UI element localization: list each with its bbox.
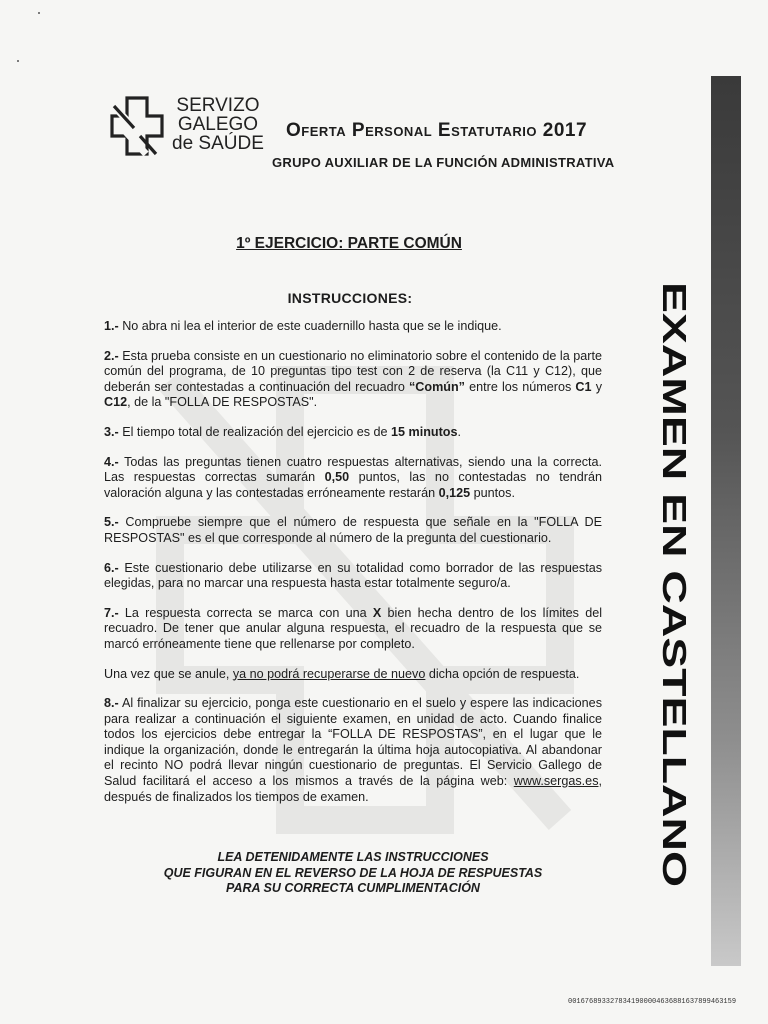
instructions-body: [104, 319, 602, 819]
barcode-number: 00167689332783419000046368816378994631​59: [568, 998, 737, 1006]
footer-notice: [104, 850, 602, 897]
item-number: 8.-: [104, 696, 119, 711]
footer-line: LEA DETENIDAMENTE LAS INSTRUCCIONES: [217, 850, 489, 864]
item-text: puntos, las no contestadas no tendrán valoración alguna y las contestadas erróneamente restarán: [104, 470, 602, 500]
item-text: bien hecha dentro de los límites del recuadro. De tener que anular alguna respuesta, el recuadro de la respuesta que se marcó erróneamente tiene que rellenarse por completo.: [104, 605, 602, 651]
item-text-bold: X: [372, 605, 382, 620]
instruction-item-2: [104, 349, 602, 411]
item-text: Esta prueba consiste en un cuestionario no eliminatorio sobre el contenido de la parte común del programa, de 10 preguntas tipo test con 2 de reserva (la C11 y C12), que deberán ser contestadas a continuación del recuadro: [104, 348, 602, 394]
item-text-bold: C1: [575, 379, 592, 394]
item-text-bold: C12: [104, 395, 128, 410]
logo-wordmark: [172, 96, 264, 153]
footer-line: QUE FIGURAN EN EL REVERSO DE LA HOJA DE RESPUESTAS: [163, 865, 543, 880]
item-text: Al finalizar su ejercicio, ponga este cuestionario en el suelo y espere las indicaciones para realizar a continuación el siguiente examen, en unidad de acto. Cuando finalice todos los ejercicios debe entregar la “FOLLA DE RESPOSTAS”, en el lugar que le indique la organización, donde le entregarán la última hoja autocopiativa. Al abandonar el recinto NO podrá llevar ningún cuestionario de preguntas. El Servicio Gallego de Salud facilitará el acceso a los mismos a través de la página web:: [104, 696, 602, 789]
logo-line: SERVIZO: [176, 95, 260, 116]
instruction-item-6: [104, 561, 602, 592]
item-text: , de la "FOLLA DE RESPOSTAS".: [127, 395, 318, 410]
item-text-bold: 15 minutos: [391, 424, 458, 439]
item-number: 2.-: [104, 348, 119, 363]
page-subtitle: GRUPO AUXILIAR DE LA FUNCIÓN ADMINISTRATIVA: [272, 155, 615, 170]
item-text: El tiempo total de realización del ejercicio es de: [118, 424, 392, 439]
instruction-item-8: [104, 696, 602, 805]
item-text: Todas las preguntas tienen cuatro respuestas alternativas, siendo una la correcta. Las respuestas correctas sumarán: [104, 454, 602, 485]
item-number: 6.-: [104, 560, 119, 575]
instruction-item-1: [104, 319, 602, 335]
sergas-cross-logo-icon: [110, 96, 164, 156]
item-text-bold: 0,125: [438, 485, 471, 500]
item-text: La respuesta correcta se marca con una: [118, 605, 373, 620]
scan-dot: [38, 12, 40, 14]
item-number: 7.-: [104, 605, 119, 620]
item-text: dicha opción de respuesta.: [425, 666, 580, 681]
scan-dot: [17, 60, 19, 62]
item-text: Una vez que se anule,: [104, 666, 233, 681]
item-text-bold: “Común”: [409, 379, 465, 394]
item-number: 4.-: [104, 454, 119, 469]
instructions-heading: INSTRUCCIONES:: [287, 290, 413, 306]
logo-line: de SAÚDE: [172, 133, 264, 154]
sergas-website-link[interactable]: www.sergas.es: [513, 774, 599, 789]
page-title: Oferta Personal Estatutario 2017: [286, 120, 588, 141]
side-label-text: EXAMEN EN CASTELLANO: [656, 282, 693, 713]
item-text: Compruebe siempre que el número de respuesta que señale en la "FOLLA DE RESPOSTAS" es el que corresponde al número de la pregunta del cuestionario.: [104, 515, 602, 545]
item-text: entre los números: [464, 379, 576, 394]
side-label: [655, 282, 695, 892]
instruction-item-7b: [104, 667, 602, 683]
instruction-item-4: [104, 455, 602, 502]
footer-line: PARA SU CORRECTA CUMPLIMENTACIÓN: [226, 881, 480, 895]
item-text: , después de finalizados los tiempos de examen.: [104, 774, 602, 804]
instruction-item-5: [104, 515, 602, 546]
item-number: 1.-: [104, 319, 119, 333]
item-text: No abra ni lea el interior de este cuadernillo hasta que se le indique.: [118, 319, 502, 333]
item-text: puntos.: [470, 485, 515, 500]
item-text: .: [457, 424, 461, 439]
item-text: y: [591, 379, 602, 394]
logo-line: GALEGO: [177, 114, 259, 135]
item-number: 3.-: [104, 424, 119, 439]
item-text-bold: 0,50: [324, 470, 350, 485]
side-gradient-bar: [711, 76, 741, 966]
item-text: Este cuestionario debe utilizarse en su totalidad como borrador de las respuestas elegidas, para no marcar una respuesta hasta estar totalmente seguro/a.: [104, 560, 602, 591]
exercise-title-text: 1º EJERCICIO: PARTE COMÚN: [236, 235, 462, 252]
item-number: 5.-: [104, 515, 119, 530]
exercise-title: [0, 235, 698, 253]
item-text-underlined: ya no podrá recuperarse de nuevo: [232, 666, 426, 681]
instruction-item-7: [104, 606, 602, 653]
instruction-item-3: [104, 425, 602, 441]
